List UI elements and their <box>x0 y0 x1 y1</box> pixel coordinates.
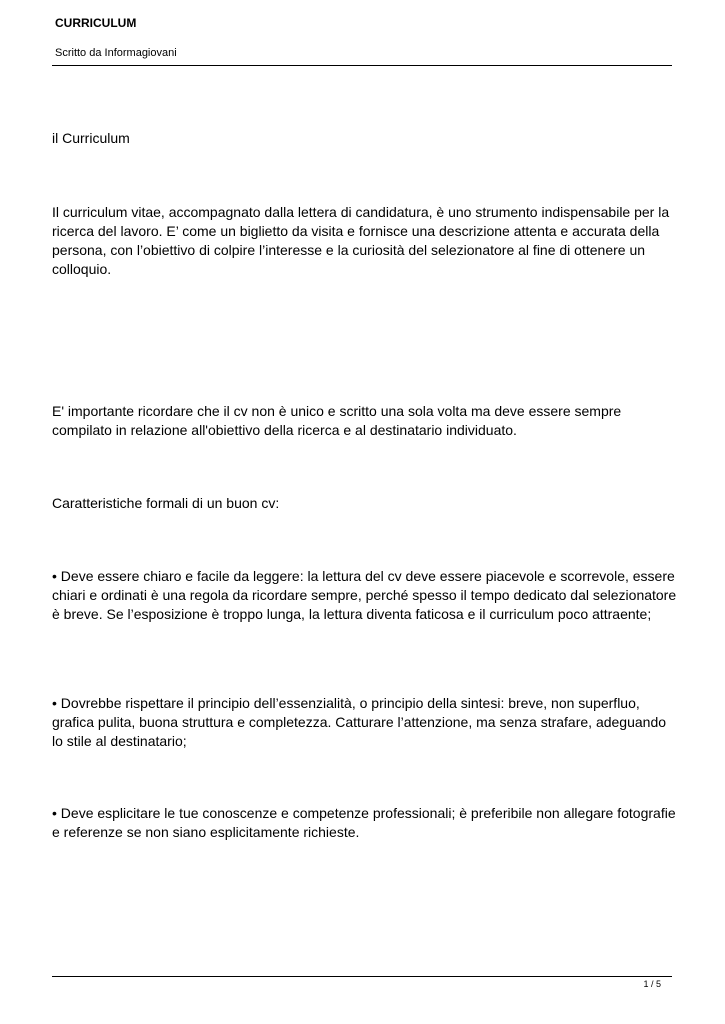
document-author: Scritto da Informagiovani <box>55 47 177 59</box>
page-number: 1 / 5 <box>643 979 661 989</box>
header-divider <box>52 65 672 66</box>
bullet-item-clarity: • Deve essere chiaro e facile da leggere: la lettura del cv deve essere piacevole e scorrevole, essere chiari e ordinati è una regola da ricordare sempre, perché spesso il tempo dedicato dal selezionatore è breve. Se l’esposizione è troppo lunga, la lettura diventa faticosa e il curriculum poco attraente; <box>52 568 677 622</box>
footer-divider <box>52 976 672 977</box>
bullet-item-competences: • Deve esplicitare le tue conoscenze e competenze professionali; è preferibile non allegare fotografie e referenze se non siano esplicitamente richieste. <box>52 805 676 840</box>
document-title: CURRICULUM <box>55 16 137 30</box>
paragraph-intro: Il curriculum vitae, accompagnato dalla lettera di candidatura, è uno strumento indispensabile per la ricerca del lavoro. E’ come un biglietto da visita e fornisce una descrizione attenta e accurata della persona, con l’obiettivo di colpire l’interesse e la curiosità del selezionatore al fine di ottenere un colloquio. <box>52 204 670 277</box>
section-heading: il Curriculum <box>52 130 130 146</box>
paragraph-characteristics-heading: Caratteristiche formali di un buon cv: <box>52 495 280 511</box>
paragraph-cv-note: E' importante ricordare che il cv non è unico e scritto una sola volta ma deve essere sempre compilato in relazione all'obiettivo della ricerca e al destinatario individuato. <box>52 403 622 438</box>
bullet-item-essentiality: • Dovrebbe rispettare il principio dell’essenzialità, o principio della sintesi: breve, non superfluo, grafica pulita, buona struttura e completezza. Catturare l’attenzione, ma senza strafare, adeguando lo stile al destinatario; <box>52 695 667 749</box>
